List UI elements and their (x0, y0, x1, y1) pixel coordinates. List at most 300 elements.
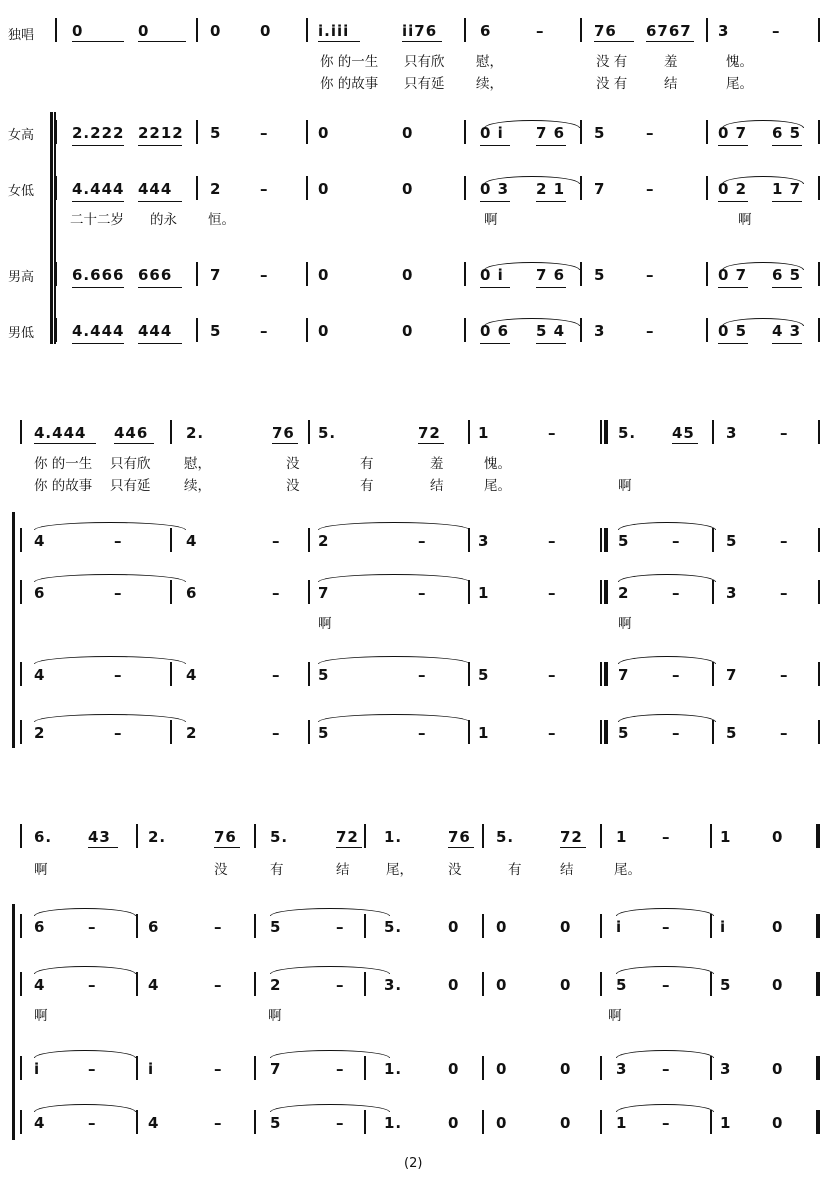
barline (482, 972, 484, 996)
beam (72, 287, 124, 288)
barline (20, 420, 22, 444)
sys2-sop-note: 4 (34, 532, 46, 550)
barline (600, 580, 602, 604)
sys2-bass-note: – (672, 724, 681, 742)
sys2-solo-note: 4.444 (34, 424, 87, 442)
sys1-solo-lyric: 慰， (476, 54, 503, 70)
barline (254, 1056, 256, 1080)
sys2-alto-note: 6 (186, 584, 198, 602)
barline (710, 914, 712, 938)
sys3-ten-note: 0 (560, 1060, 572, 1078)
sys1-sop-note: – (646, 124, 655, 142)
sys2-bass-note: 1 (478, 724, 490, 742)
repeat-bar (604, 662, 608, 686)
sys3-ten-note: 1. (384, 1060, 403, 1078)
barline (308, 580, 310, 604)
sys2-sop-note: 5 (726, 532, 738, 550)
sys3-solo-note: 76 (448, 828, 471, 846)
barline (600, 824, 602, 848)
part-label-soprano: 女高 (8, 128, 35, 143)
sys3-ten-note: 3 (720, 1060, 732, 1078)
sys3-solo-lyric: 有 (270, 862, 284, 878)
beam (448, 847, 474, 848)
slur (34, 1050, 136, 1058)
barline (306, 318, 308, 342)
sys1-solo-note: 6767 (646, 22, 692, 40)
sys1-ten-note: 7 6 (536, 266, 566, 284)
sys1-ten-note: 6 5 (772, 266, 802, 284)
barline (55, 18, 57, 42)
slur (318, 656, 470, 664)
sys3-solo-lyric: 结 (560, 862, 574, 878)
sys3-ten-note: 7 (270, 1060, 282, 1078)
beam (772, 343, 802, 344)
sys3-bass-note: 4 (34, 1114, 46, 1132)
sys1-bass-note: 444 (138, 322, 173, 340)
sys3-sop-note: – (662, 918, 671, 936)
final-bar (816, 914, 820, 938)
sys2-bass-note: 2 (186, 724, 198, 742)
sys2-bass-note: – (780, 724, 789, 742)
sys2-solo-note: – (548, 424, 557, 442)
sys2-bass-note: 5 (618, 724, 630, 742)
sys3-sop-note: i (720, 918, 727, 936)
sys3-solo-note: 6. (34, 828, 53, 846)
sys3-alto-note: 0 (772, 976, 784, 994)
sys2-solo-lyric: 尾。 (484, 478, 511, 494)
sys3-sop-note: 0 (448, 918, 460, 936)
part-label-solo: 独唱 (8, 28, 35, 43)
sys1-solo-note: 0 (72, 22, 84, 40)
sys1-solo-lyric: 只有欣 (404, 54, 445, 70)
sys3-solo-lyric: 没 (214, 862, 228, 878)
sys3-solo-note: 72 (560, 828, 583, 846)
barline (364, 972, 366, 996)
sys2-solo-note: 5. (618, 424, 637, 442)
barline (196, 262, 198, 286)
sys1-ten-note: 7 (210, 266, 222, 284)
barline (818, 18, 820, 42)
slur (722, 120, 804, 128)
sys1-solo-lyric: 只有延 (404, 76, 445, 92)
sys3-ten-note: 0 (772, 1060, 784, 1078)
sys3-solo-lyric: 没 (448, 862, 462, 878)
beam (772, 145, 802, 146)
sys3-sop-note: – (336, 918, 345, 936)
beam (480, 343, 510, 344)
sys1-sop-note: 0 (402, 124, 414, 142)
barline (818, 176, 820, 200)
sys2-bass-note: – (548, 724, 557, 742)
sys2-ten-note: – (672, 666, 681, 684)
barline (20, 914, 22, 938)
sys3-alto-note: – (214, 976, 223, 994)
sys3-solo-note: 1 (720, 828, 732, 846)
sys1-alto-note: 0 (318, 180, 330, 198)
sys3-ten-note: 0 (448, 1060, 460, 1078)
sys3-sop-note: 6 (34, 918, 46, 936)
slur (318, 714, 470, 722)
beam (536, 287, 566, 288)
sys1-solo-lyric: 愧。 (726, 54, 753, 70)
sys3-alto-note: 5 (720, 976, 732, 994)
sys3-bass-note: 1 (720, 1114, 732, 1132)
barline (308, 528, 310, 552)
sys1-bass-note: 0 (318, 322, 330, 340)
barline (464, 120, 466, 144)
sys3-ten-note: i (148, 1060, 155, 1078)
slur (270, 908, 390, 916)
sys1-ten-note: 0 (402, 266, 414, 284)
sys1-sop-note: 6 5 (772, 124, 802, 142)
repeat-bar (604, 580, 608, 604)
sys3-sop-note: – (88, 918, 97, 936)
barline (818, 580, 820, 604)
sys1-alto-lyric: 的永 (150, 212, 177, 228)
sys2-alto-note: 7 (318, 584, 330, 602)
final-bar (816, 824, 820, 848)
barline (706, 18, 708, 42)
beam (138, 145, 182, 146)
sys2-alto-note: – (418, 584, 427, 602)
sys2-solo-lyric: 你 的故事 (34, 478, 93, 494)
sys2-bass-note: – (272, 724, 281, 742)
sys1-solo-note: 3 (718, 22, 730, 40)
sys1-sop-note: 0 i (480, 124, 504, 142)
barline (600, 1110, 602, 1134)
sys1-ten-note: 0 (318, 266, 330, 284)
beam (646, 41, 694, 42)
beam (72, 201, 124, 202)
repeat-bar (604, 720, 608, 744)
beam (72, 145, 124, 146)
slur (484, 262, 580, 270)
sys3-alto-lyric: 啊 (34, 1008, 48, 1024)
sys1-solo-note: ii76 (402, 22, 438, 40)
sys3-alto-note: 2 (270, 976, 282, 994)
sys2-solo-lyric: 你 的一生 (34, 456, 93, 472)
sys1-alto-note: 0 (402, 180, 414, 198)
sys2-ten-note: – (780, 666, 789, 684)
sys2-alto-note: 3 (726, 584, 738, 602)
sys2-alto-note: 1 (478, 584, 490, 602)
sys3-alto-note: 4 (34, 976, 46, 994)
barline (818, 318, 820, 342)
barline (306, 176, 308, 200)
barline (712, 528, 714, 552)
sys3-alto-note: 0 (448, 976, 460, 994)
barline (364, 1110, 366, 1134)
barline (818, 720, 820, 744)
sys1-alto-note: – (260, 180, 269, 198)
sys3-sop-note: 0 (772, 918, 784, 936)
sys1-solo-lyric: 你 的一生 (320, 54, 379, 70)
barline (482, 1056, 484, 1080)
barline (710, 972, 712, 996)
barline (468, 720, 470, 744)
sys1-alto-note: – (646, 180, 655, 198)
sys1-sop-note: 0 7 (718, 124, 748, 142)
repeat-bar (604, 420, 608, 444)
barline (254, 1110, 256, 1134)
beam (594, 41, 634, 42)
slur (484, 120, 580, 128)
slur (318, 522, 470, 530)
sys3-solo-note: 1 (616, 828, 628, 846)
sys1-ten-note: 6.666 (72, 266, 125, 284)
beam (536, 343, 566, 344)
beam (138, 343, 182, 344)
sys1-sop-note: 0 (318, 124, 330, 142)
barline (464, 318, 466, 342)
final-bar (816, 972, 820, 996)
barline (170, 580, 172, 604)
sys2-ten-note: 4 (186, 666, 198, 684)
slur (34, 574, 186, 582)
sys2-sop-note: 4 (186, 532, 198, 550)
barline (308, 720, 310, 744)
barline (20, 972, 22, 996)
barline (254, 824, 256, 848)
sys3-sop-note: 5 (270, 918, 282, 936)
barline (706, 176, 708, 200)
sys2-alto-note: – (272, 584, 281, 602)
sys3-solo-lyric: 有 (508, 862, 522, 878)
sys3-bass-note: – (214, 1114, 223, 1132)
sys1-sop-note: 2.222 (72, 124, 125, 142)
sys2-solo-lyric: 有 (360, 456, 374, 472)
sys3-ten-note: 3 (616, 1060, 628, 1078)
sys2-ten-note: – (114, 666, 123, 684)
sys2-alto-note: – (114, 584, 123, 602)
sys1-alto-lyric: 啊 (738, 212, 752, 228)
sys2-alto-note: – (672, 584, 681, 602)
barline (136, 914, 138, 938)
sys3-ten-note: 0 (496, 1060, 508, 1078)
sys1-alto-lyric: 恒。 (208, 212, 235, 228)
slur (618, 714, 716, 722)
barline (710, 1056, 712, 1080)
barline (818, 662, 820, 686)
part-label-tenor: 男高 (8, 270, 35, 285)
beam (418, 443, 444, 444)
sys3-alto-note: – (336, 976, 345, 994)
sys2-bass-note: 5 (318, 724, 330, 742)
sys3-bass-note: 0 (772, 1114, 784, 1132)
beam (772, 287, 802, 288)
beam (138, 201, 182, 202)
barline (196, 176, 198, 200)
barline (254, 972, 256, 996)
beam (272, 443, 298, 444)
sys2-solo-lyric: 啊 (618, 478, 632, 494)
barline (600, 528, 602, 552)
barline (600, 662, 602, 686)
slur (618, 574, 716, 582)
sys2-solo-lyric: 只有欣 (110, 456, 151, 472)
barline (196, 18, 198, 42)
sys2-sop-note: – (114, 532, 123, 550)
sys1-solo-note: 6 (480, 22, 492, 40)
sys1-ten-note: 666 (138, 266, 173, 284)
slur (722, 262, 804, 270)
slur (618, 656, 716, 664)
barline (710, 1110, 712, 1134)
barline (468, 580, 470, 604)
sys1-alto-note: 0 3 (480, 180, 510, 198)
barline (170, 420, 172, 444)
sys2-sop-note: – (548, 532, 557, 550)
sys1-alto-lyric: 二十二岁 (70, 212, 124, 228)
sys1-sop-note: – (260, 124, 269, 142)
barline (364, 914, 366, 938)
barline (706, 318, 708, 342)
barline (136, 1110, 138, 1134)
sys2-sop-note: – (780, 532, 789, 550)
beam (138, 41, 186, 42)
barline (306, 18, 308, 42)
barline (468, 420, 470, 444)
barline (580, 18, 582, 42)
slur (616, 1050, 714, 1058)
sys1-alto-note: 7 (594, 180, 606, 198)
sys1-ten-note: 5 (594, 266, 606, 284)
barline (170, 720, 172, 744)
barline (706, 262, 708, 286)
barline (818, 420, 820, 444)
sys3-alto-note: – (88, 976, 97, 994)
beam (214, 847, 240, 848)
barline (20, 720, 22, 744)
sys1-bass-note: 0 6 (480, 322, 510, 340)
sys1-sop-note: 5 (210, 124, 222, 142)
sys3-bass-note: – (336, 1114, 345, 1132)
sys2-bass-note: 2 (34, 724, 46, 742)
system-bracket (12, 904, 15, 1140)
slur (270, 1104, 390, 1112)
sys1-ten-note: – (260, 266, 269, 284)
sys1-alto-note: 2 1 (536, 180, 566, 198)
sys2-alto-lyric: 啊 (618, 616, 632, 632)
sys1-bass-note: – (646, 322, 655, 340)
sys3-solo-note: 72 (336, 828, 359, 846)
beam (718, 343, 748, 344)
sys2-bass-note: – (418, 724, 427, 742)
slur (722, 176, 804, 184)
sys2-solo-lyric: 有 (360, 478, 374, 494)
slur (34, 522, 186, 530)
slur (318, 574, 470, 582)
barline (600, 720, 602, 744)
sys3-sop-note: 0 (560, 918, 572, 936)
sys2-alto-note: 2 (618, 584, 630, 602)
sys3-solo-lyric: 尾， (386, 862, 413, 878)
sys2-solo-note: 446 (114, 424, 149, 442)
sys3-ten-note: – (214, 1060, 223, 1078)
sys1-alto-note: 1 7 (772, 180, 802, 198)
slur (616, 908, 714, 916)
sys3-alto-lyric: 啊 (268, 1008, 282, 1024)
sys1-bass-note: 0 5 (718, 322, 748, 340)
sys2-solo-lyric: 只有延 (110, 478, 151, 494)
final-bar (816, 1056, 820, 1080)
sys2-solo-note: – (780, 424, 789, 442)
sys3-sop-note: 0 (496, 918, 508, 936)
repeat-bar (604, 528, 608, 552)
sys3-bass-note: 4 (148, 1114, 160, 1132)
sys1-solo-note: – (772, 22, 781, 40)
sys2-ten-note: – (418, 666, 427, 684)
sys2-solo-lyric: 羞 (430, 456, 444, 472)
sys1-solo-lyric: 没 有 (596, 76, 628, 92)
barline (580, 318, 582, 342)
sys2-sop-note: 3 (478, 532, 490, 550)
barline (170, 662, 172, 686)
beam (772, 201, 802, 202)
sys1-solo-note: i.iii (318, 22, 350, 40)
barline (20, 528, 22, 552)
slur (34, 656, 186, 664)
beam (318, 41, 360, 42)
sys2-solo-note: 3 (726, 424, 738, 442)
sys1-bass-note: – (260, 322, 269, 340)
sys3-solo-note: 43 (88, 828, 111, 846)
slur (270, 1050, 390, 1058)
final-bar (816, 1110, 820, 1134)
beam (336, 847, 362, 848)
barline (196, 120, 198, 144)
sys1-ten-note: 0 7 (718, 266, 748, 284)
sys3-bass-note: 1. (384, 1114, 403, 1132)
sys3-solo-note: 0 (772, 828, 784, 846)
sys2-alto-note: – (548, 584, 557, 602)
sys2-ten-note: 5 (478, 666, 490, 684)
barline (306, 120, 308, 144)
slur (484, 176, 580, 184)
barline (170, 528, 172, 552)
beam (138, 287, 182, 288)
slur (616, 966, 714, 974)
sys2-ten-note: 5 (318, 666, 330, 684)
barline (364, 824, 366, 848)
sys3-sop-note: 6 (148, 918, 160, 936)
sys3-solo-note: – (662, 828, 671, 846)
barline (712, 420, 714, 444)
sys1-bass-note: 4.444 (72, 322, 125, 340)
beam (72, 343, 124, 344)
barline (706, 120, 708, 144)
sys1-solo-note: 0 (260, 22, 272, 40)
beam (88, 847, 118, 848)
slur (270, 966, 390, 974)
sys3-ten-note: – (88, 1060, 97, 1078)
barline (20, 1056, 22, 1080)
beam (114, 443, 154, 444)
sys3-alto-note: 5 (616, 976, 628, 994)
sys3-ten-note: – (336, 1060, 345, 1078)
sys1-bass-note: 0 (402, 322, 414, 340)
beam (402, 41, 442, 42)
sys1-alto-note: 444 (138, 180, 173, 198)
page-number: (2) (404, 1156, 423, 1171)
beam (480, 145, 510, 146)
sys3-bass-note: 0 (448, 1114, 460, 1132)
barline (308, 662, 310, 686)
sys1-ten-note: 0 i (480, 266, 504, 284)
slur (34, 908, 136, 916)
sys3-bass-note: 5 (270, 1114, 282, 1132)
barline (464, 18, 466, 42)
